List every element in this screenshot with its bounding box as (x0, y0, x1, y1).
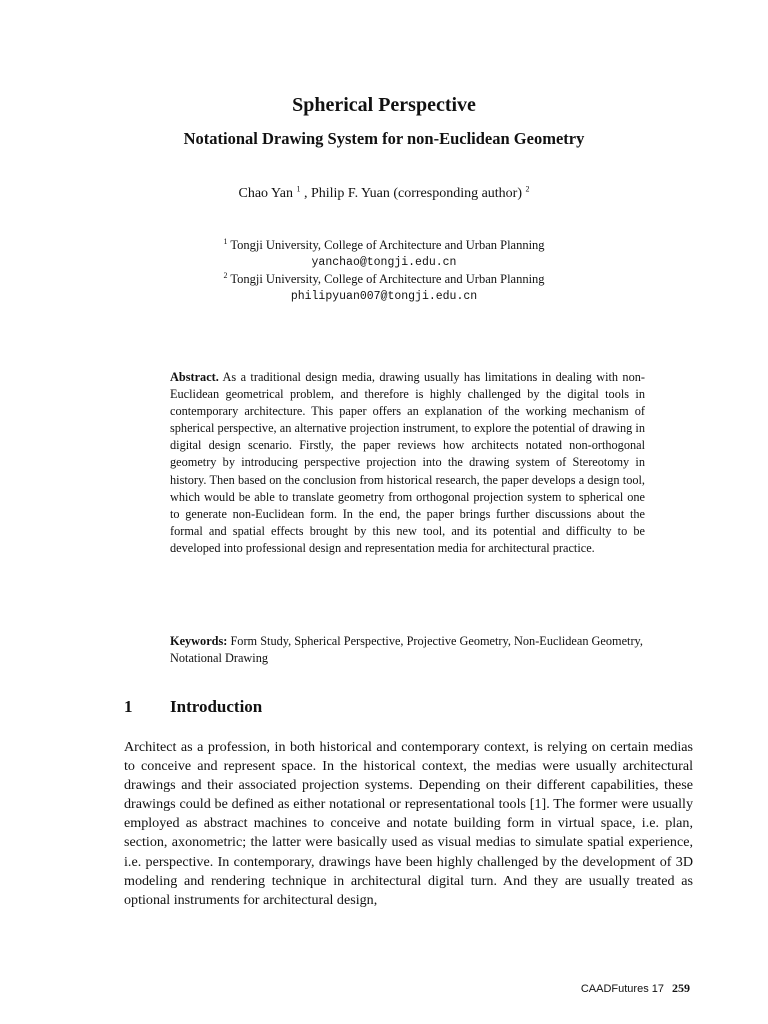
author-name: Chao Yan (238, 186, 293, 201)
section-heading (124, 697, 262, 717)
affiliation-1 (0, 237, 768, 271)
section-title: Introduction (170, 697, 263, 716)
author-separator: , (303, 186, 311, 201)
affiliation-2 (0, 271, 768, 305)
abstract (170, 369, 645, 557)
affiliation-institution: Tongji University, College of Architecture and Urban Planning (230, 238, 545, 252)
introduction-body: Architect as a profession, in both historical and contemporary context, is relying on certain medias to conceive and represent space. In the historical context, the medias were usually architectural drawings and their associated projection systems. Depending on their different capabilities, these drawings could be defined as either notational or representational tools [1]. The former were usually employed as abstract machines to conceive and notate building form in virtual space, i.e. plan, section, axonometric; the latter were basically used as visual medias to simulate spatial experience, i.e. perspective. In contemporary, drawings have been highly challenged by the development of 3D modeling and rendering technique in architectural digital turn. And they are usually treated as optional instruments for architectural design, (124, 739, 693, 908)
affiliation-mark: 2 (223, 270, 228, 280)
author-affiliation-mark: 1 (296, 184, 301, 194)
paper-subtitle: Notational Drawing System for non-Euclidean Geometry (183, 129, 585, 148)
author-list (0, 186, 768, 202)
keywords-text: Form Study, Spherical Perspective, Projective Geometry, Non-Euclidean Geometry, Notational Drawing (170, 634, 643, 665)
affiliation-email[interactable]: yanchao@tongji.edu.cn (311, 256, 457, 269)
author-affiliation-mark: 2 (525, 184, 530, 194)
footer-venue: CAADFutures 17 (580, 983, 664, 995)
author-name: Philip F. Yuan (corresponding author) (310, 186, 523, 201)
page-number: 259 (672, 981, 690, 995)
affiliation-institution: Tongji University, College of Architecture and Urban Planning (230, 272, 545, 286)
paper-title: Spherical Perspective (292, 94, 476, 116)
keywords-label: Keywords: (170, 634, 228, 648)
page-footer (581, 981, 690, 996)
affiliation-mark: 1 (223, 236, 228, 246)
affiliation-email[interactable]: philipyuan007@tongji.edu.cn (290, 290, 478, 303)
section-number: 1 (124, 697, 133, 716)
abstract-label: Abstract. (170, 370, 219, 384)
abstract-text: As a traditional design media, drawing usually has limitations in dealing with non-Euclidean geometrical problem, and therefore is highly challenged by the digital tools in contemporary architecture. This paper offers an explanation of the working mechanism of spherical perspective, an alternative projection instrument, to explore the potential of drawing in digital design scenario. Firstly, the paper reviews how architects notated non-orthogonal geometry by introducing perspective projection into the drawing system of Stereotomy in history. Then based on the conclusion from historical research, the paper develops a design tool, which would be able to translate geometry from orthogonal projection system to spherical one to generate non-Euclidean form. In the end, the paper brings further discussions about the formal and spatial effects brought by this new tool, and its potential and difficulty to be developed into professional design and representation media for architectural practice. (170, 370, 645, 555)
keywords (170, 633, 645, 667)
